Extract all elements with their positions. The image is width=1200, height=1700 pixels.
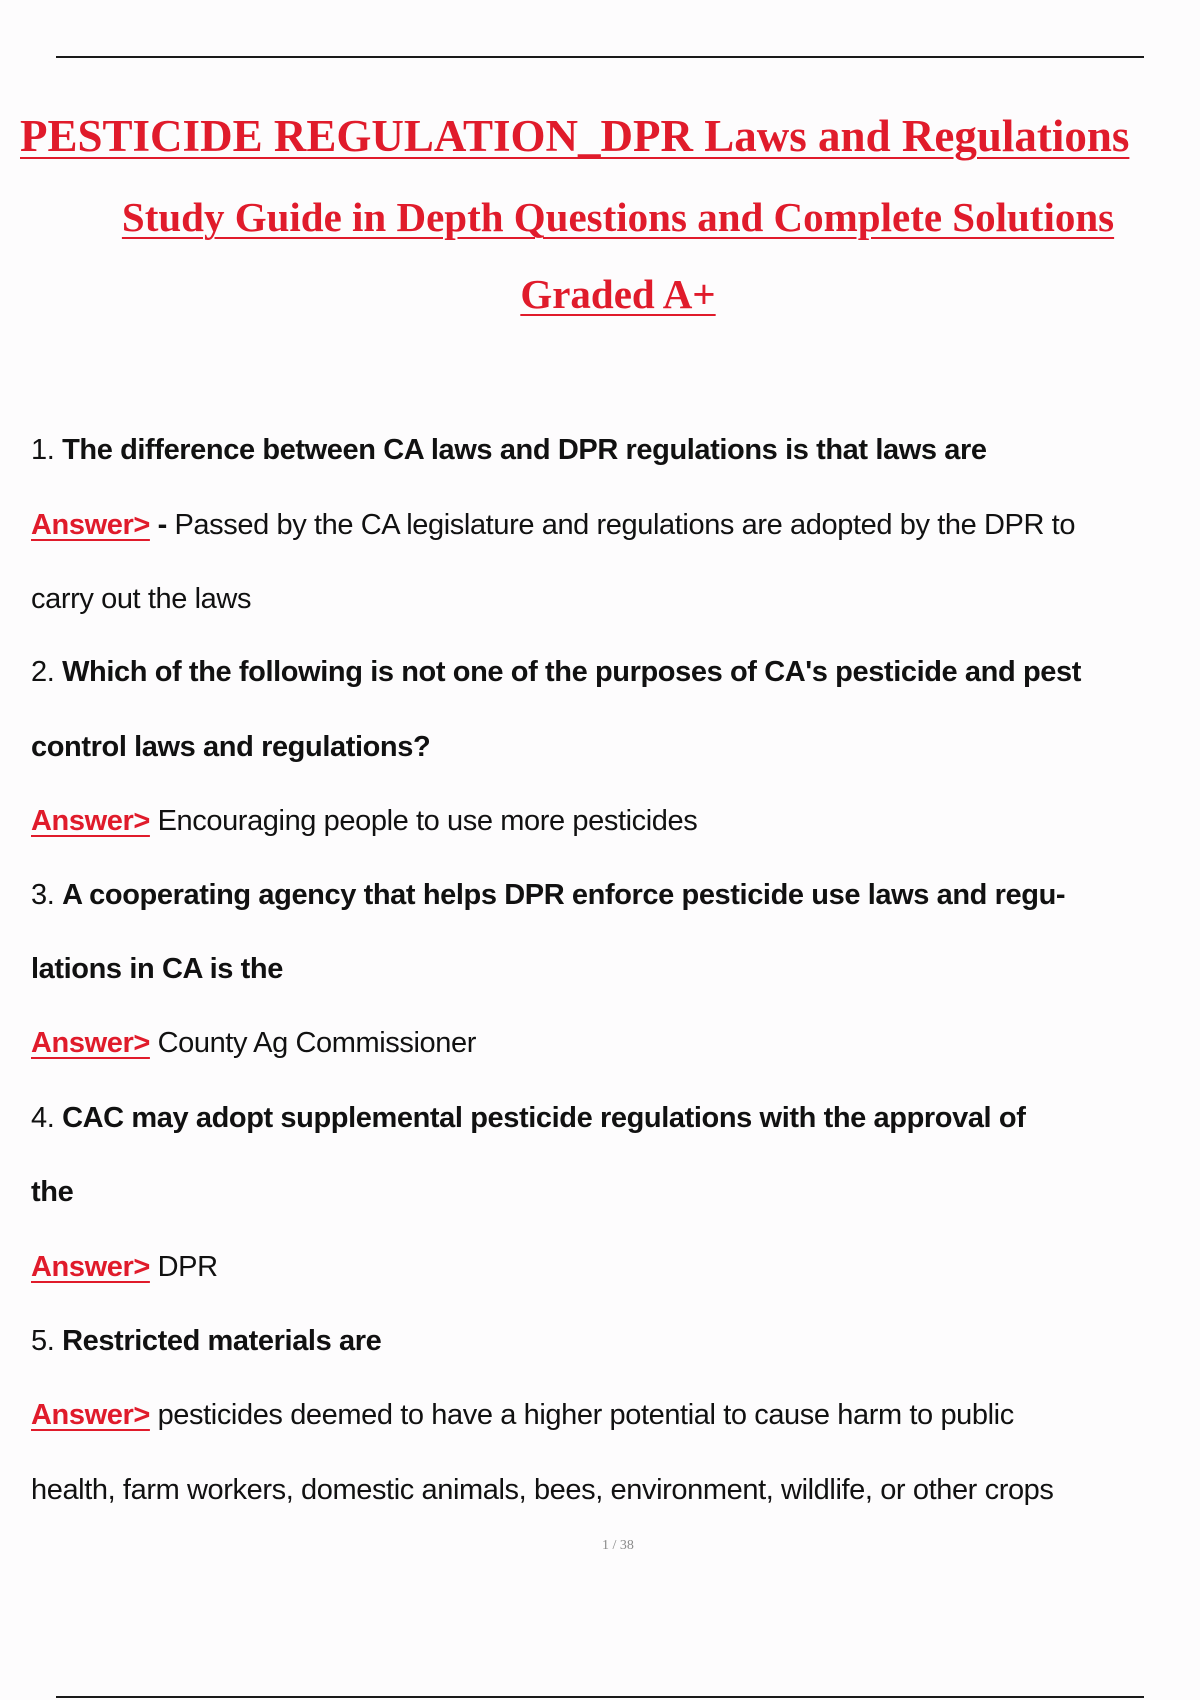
answer-separator: -: [149, 509, 175, 541]
answer-label: Answer>: [31, 509, 150, 541]
document-title: PESTICIDE REGULATION_DPR Laws and Regulations: [20, 111, 1130, 161]
page-number: 1 / 38: [602, 1538, 634, 1553]
answer-4: [31, 1247, 218, 1287]
answer-1-continued: [31, 579, 251, 619]
question-text: CAC may adopt supplemental pesticide regulations with the approval of: [62, 1102, 1026, 1134]
question-5: [31, 1321, 381, 1361]
answer-3: [31, 1023, 476, 1063]
answer-text: DPR: [157, 1251, 218, 1283]
answer-label: Answer>: [31, 1399, 150, 1431]
answer-text: health, farm workers, domestic animals, bees, environment, wildlife, or other crops: [31, 1474, 1054, 1506]
question-3: [31, 875, 1065, 915]
question-text: The difference between CA laws and DPR regulations is that laws are: [62, 434, 987, 466]
question-number: 5.: [31, 1325, 55, 1357]
question-number: 4.: [31, 1102, 55, 1134]
answer-label: Answer>: [31, 805, 150, 837]
question-number: 2.: [31, 656, 55, 688]
question-number: 3.: [31, 879, 55, 911]
question-3-continued: [31, 949, 283, 989]
document-grade: Graded A+: [520, 271, 716, 317]
answer-label: Answer>: [31, 1251, 150, 1283]
question-4: [31, 1098, 1025, 1138]
answer-label: Answer>: [31, 1027, 150, 1059]
answer-1: [31, 505, 1075, 545]
answer-2: [31, 801, 697, 841]
answer-5-continued: [31, 1470, 1054, 1510]
question-2: [31, 652, 1081, 692]
answer-5: [31, 1395, 1014, 1435]
question-text: A cooperating agency that helps DPR enforce pesticide use laws and regu-: [62, 879, 1066, 911]
question-1: [31, 430, 987, 470]
question-2-continued: [31, 727, 430, 767]
top-rule: [56, 56, 1144, 58]
answer-text: pesticides deemed to have a higher potential to cause harm to public: [157, 1399, 1014, 1431]
question-text: the: [31, 1176, 74, 1208]
bottom-rule: [56, 1696, 1144, 1698]
question-4-continued: [31, 1172, 73, 1212]
question-text: control laws and regulations?: [31, 731, 431, 763]
question-text: Which of the following is not one of the purposes of CA's pesticide and pest: [62, 656, 1081, 688]
answer-text: County Ag Commissioner: [157, 1027, 476, 1059]
answer-text: Passed by the CA legislature and regulations are adopted by the DPR to: [174, 509, 1076, 541]
question-number: 1.: [31, 434, 55, 466]
answer-text: Encouraging people to use more pesticides: [157, 805, 698, 837]
document-subtitle: Study Guide in Depth Questions and Complete Solutions: [121, 194, 1115, 240]
question-text: Restricted materials are: [62, 1325, 382, 1357]
question-text: lations in CA is the: [31, 953, 283, 985]
answer-text: carry out the laws: [31, 583, 252, 615]
